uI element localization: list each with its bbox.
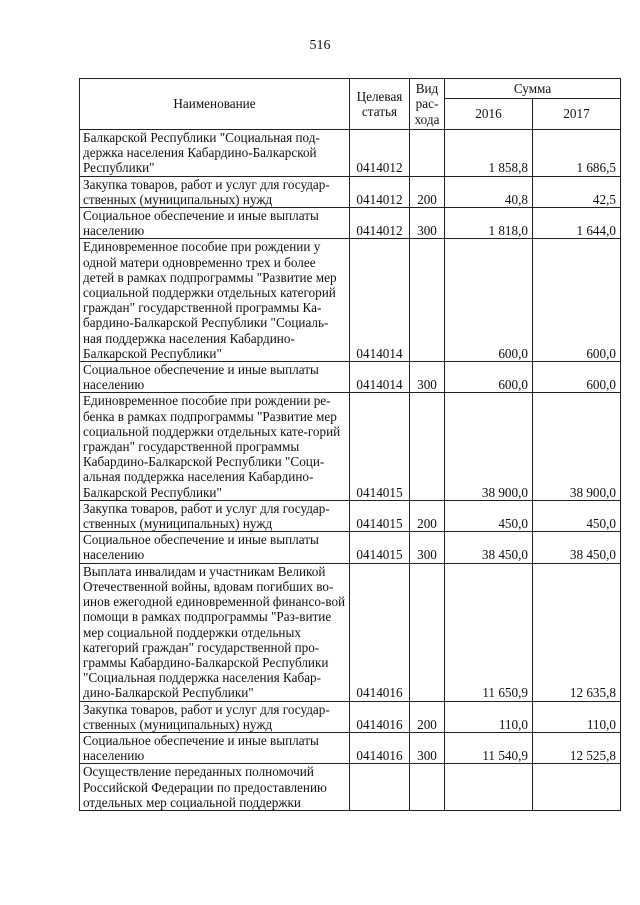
row-name-cell: Единовременное пособие при рождении ре-бенка в рамках подпрограммы "Развитие мер социальной поддержки отдельных кате-горий граждан" государственной программы Кабардино-Балкарской Республики "Соци-альная поддержка населения Кабардино-Балкарской Республики" <box>80 393 350 500</box>
row-vid-cell: 200 <box>410 176 445 207</box>
row-target-cell: 0414015 <box>350 393 410 500</box>
row-name-cell: Выплата инвалидам и участникам Великой Отечественной войны, вдовам погибших во-инов ежегодной единовременной финансо-вой помощи в рамках подпрограммы "Раз-витие мер социальной поддержки отдельных категорий граждан" государственной про-граммы Кабардино-Балкарской Республики "Социальная поддержка населения Кабар-дино-Балкарской Республики" <box>80 563 350 701</box>
row-name-cell: Осуществление переданных полномочий Российской Федерации по предоставлению отдельных мер социальной поддержки <box>80 764 350 811</box>
row-vid-cell <box>410 764 445 811</box>
row-amount-2017-cell: 450,0 <box>533 500 621 531</box>
table-row <box>80 500 621 531</box>
row-vid-cell: 200 <box>410 500 445 531</box>
table-row <box>80 732 621 763</box>
row-target-cell: 0414015 <box>350 500 410 531</box>
row-name-cell: Социальное обеспечение и иные выплаты населению <box>80 208 350 239</box>
table-body <box>80 130 621 811</box>
table-row <box>80 764 621 811</box>
row-target-cell: 0414016 <box>350 701 410 732</box>
row-name-cell: Балкарской Республики "Социальная под-держка населения Кабардино-Балкарской Республики" <box>80 130 350 177</box>
table-row <box>80 532 621 563</box>
table-row <box>80 701 621 732</box>
row-amount-2016-cell: 38 900,0 <box>445 393 533 500</box>
row-vid-cell <box>410 563 445 701</box>
table-row <box>80 208 621 239</box>
row-target-cell <box>350 764 410 811</box>
row-amount-2016-cell: 11 650,9 <box>445 563 533 701</box>
row-amount-2016-cell: 11 540,9 <box>445 732 533 763</box>
row-target-cell: 0414012 <box>350 208 410 239</box>
row-amount-2017-cell: 1 686,5 <box>533 130 621 177</box>
row-target-cell: 0414016 <box>350 732 410 763</box>
row-target-cell: 0414015 <box>350 532 410 563</box>
row-amount-2016-cell: 1 858,8 <box>445 130 533 177</box>
row-amount-2017-cell: 38 900,0 <box>533 393 621 500</box>
row-target-cell: 0414014 <box>350 362 410 393</box>
header-sum: Сумма <box>445 79 621 99</box>
header-year-2017: 2017 <box>533 99 621 130</box>
row-vid-cell <box>410 239 445 362</box>
row-amount-2016-cell: 1 818,0 <box>445 208 533 239</box>
header-name: Наименование <box>80 79 350 130</box>
row-amount-2017-cell: 12 525,8 <box>533 732 621 763</box>
row-target-cell: 0414014 <box>350 239 410 362</box>
row-amount-2017-cell <box>533 764 621 811</box>
row-amount-2016-cell: 600,0 <box>445 362 533 393</box>
row-amount-2016-cell: 600,0 <box>445 239 533 362</box>
header-year-2016: 2016 <box>445 99 533 130</box>
row-amount-2017-cell: 600,0 <box>533 239 621 362</box>
row-name-cell: Единовременное пособие при рождении у одной матери одновременно трех и более детей в рамках подпрограммы "Развитие мер социальной поддержки отдельных категорий граждан" государственной программы Ка-бардино-Балкарской Республики "Социаль-ная поддержка населения Кабардино-Балкарской Республики" <box>80 239 350 362</box>
row-name-cell: Социальное обеспечение и иные выплаты населению <box>80 532 350 563</box>
row-amount-2016-cell: 450,0 <box>445 500 533 531</box>
row-vid-cell: 300 <box>410 532 445 563</box>
row-target-cell: 0414012 <box>350 130 410 177</box>
row-amount-2017-cell: 600,0 <box>533 362 621 393</box>
budget-table <box>79 78 621 811</box>
table-row <box>80 563 621 701</box>
row-name-cell: Социальное обеспечение и иные выплаты населению <box>80 362 350 393</box>
row-amount-2017-cell: 1 644,0 <box>533 208 621 239</box>
table-row <box>80 176 621 207</box>
table-row <box>80 130 621 177</box>
table-row <box>80 362 621 393</box>
row-amount-2017-cell: 110,0 <box>533 701 621 732</box>
row-name-cell: Закупка товаров, работ и услуг для государ-ственных (муниципальных) нужд <box>80 500 350 531</box>
row-amount-2017-cell: 38 450,0 <box>533 532 621 563</box>
row-vid-cell <box>410 393 445 500</box>
row-amount-2017-cell: 42,5 <box>533 176 621 207</box>
row-amount-2017-cell: 12 635,8 <box>533 563 621 701</box>
row-amount-2016-cell: 110,0 <box>445 701 533 732</box>
header-vid: Вид рас-хода <box>410 79 445 130</box>
row-amount-2016-cell: 38 450,0 <box>445 532 533 563</box>
header-target: Целевая статья <box>350 79 410 130</box>
row-name-cell: Закупка товаров, работ и услуг для государ-ственных (муниципальных) нужд <box>80 701 350 732</box>
row-amount-2016-cell: 40,8 <box>445 176 533 207</box>
table-row <box>80 239 621 362</box>
page-number: 516 <box>309 38 331 53</box>
table-row <box>80 393 621 500</box>
row-target-cell: 0414012 <box>350 176 410 207</box>
row-target-cell: 0414016 <box>350 563 410 701</box>
row-name-cell: Закупка товаров, работ и услуг для государ-ственных (муниципальных) нужд <box>80 176 350 207</box>
row-name-cell: Социальное обеспечение и иные выплаты населению <box>80 732 350 763</box>
row-vid-cell: 300 <box>410 732 445 763</box>
row-vid-cell: 300 <box>410 208 445 239</box>
row-vid-cell: 300 <box>410 362 445 393</box>
row-amount-2016-cell <box>445 764 533 811</box>
row-vid-cell <box>410 130 445 177</box>
row-vid-cell: 200 <box>410 701 445 732</box>
